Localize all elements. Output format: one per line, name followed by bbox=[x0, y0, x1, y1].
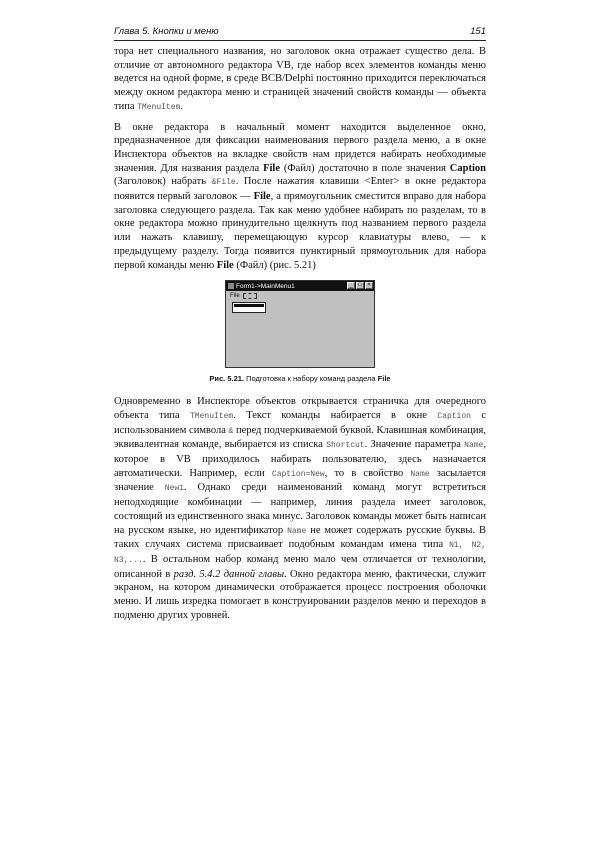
code-run: TMenuItem bbox=[190, 411, 234, 421]
text-run: , то в свойство bbox=[324, 467, 411, 479]
text-run: . Окно редактора меню, фактически, служит экраном, на котором динамически отображается процесс построения оболочки меню. И лишь изредка помогает в конструировании разделов меню и переходов в подменю других уровней. bbox=[114, 568, 486, 621]
text-run: засылается значение bbox=[114, 467, 486, 494]
window-titlebar bbox=[226, 281, 374, 291]
running-header bbox=[114, 26, 486, 41]
text-run: Одновременно в Инспекторе объектов открывается страничка для очередного объекта типа bbox=[114, 396, 486, 421]
code-run: Name bbox=[410, 469, 430, 479]
page-number: 151 bbox=[470, 26, 486, 37]
maximize-icon[interactable]: □ bbox=[356, 282, 364, 289]
paragraph-2 bbox=[114, 121, 486, 273]
code-run: & bbox=[228, 426, 234, 436]
text-run: перед подчеркиваемой буквой. Клавишная комбинация, эквивалентная команде, выбирается из списка bbox=[114, 424, 486, 451]
window-app-icon bbox=[228, 283, 234, 289]
code-run: Name bbox=[464, 441, 484, 451]
bold-run: Caption bbox=[449, 162, 486, 174]
page bbox=[114, 26, 486, 623]
caption-text: Подготовка к набору команд раздела bbox=[244, 374, 378, 384]
bold-run: File bbox=[253, 191, 271, 203]
submenu-dropdown bbox=[232, 302, 266, 313]
menu-bar bbox=[226, 291, 374, 301]
code-run: Name bbox=[287, 526, 307, 536]
text-run: . После нажатия клавиши <Enter> в окне редактора появится первый заголовок — bbox=[114, 176, 487, 203]
caption-label: Рис. 5.21. bbox=[209, 374, 245, 384]
window-title: Form1->MainMenu1 bbox=[236, 282, 295, 290]
text-run: . Текст команды набирается в окне bbox=[233, 409, 438, 421]
chapter-title: Глава 5. Кнопки и меню bbox=[114, 26, 219, 37]
code-run: N1, N2, N3,... bbox=[114, 541, 486, 565]
text-run: . В остальном набор команд меню мало чем отличается от технологии, описанной в bbox=[114, 553, 486, 580]
code-run: New1 bbox=[164, 484, 184, 494]
paragraph-1 bbox=[114, 45, 486, 115]
italic-run: разд. 5.4.2 данной главы bbox=[173, 568, 285, 580]
code-run: &File bbox=[211, 178, 236, 188]
bold-run: File bbox=[263, 162, 280, 174]
code-run: Shortcut bbox=[326, 441, 365, 451]
text-run: , которое в VB приходилось набирать пользователю, здесь назначается автоматически. Например, если bbox=[114, 439, 486, 479]
text-run: . Однако среди наименований команд могут встретиться неподходящие комбинации — например, линия раздела имеет заголовок, состоящий из единственного знака минус. Заголовок команды может быть написан на русском языке, но идентификатор bbox=[114, 482, 486, 536]
minimize-icon[interactable]: _ bbox=[347, 282, 355, 289]
text-run: не может содержать русские буквы. В таких случаях система присваивает подобным командам имена типа bbox=[114, 524, 486, 551]
figure-caption bbox=[209, 374, 390, 383]
close-icon[interactable]: × bbox=[365, 282, 373, 289]
figure-5-21 bbox=[114, 280, 486, 383]
code-run: Caption=New bbox=[271, 469, 325, 479]
text-run: В окне редактора в начальный момент находится выделенное окно, предназначенное для фиксации наименования первого раздела меню, а в окне Инспектора объектов на вкладке свойств нам придется набирать необходимые значения. Для названия раздела bbox=[114, 121, 486, 174]
paragraph-3 bbox=[114, 395, 486, 622]
text-run: . bbox=[180, 100, 183, 112]
text-run: (Заголовок) набрать bbox=[114, 176, 212, 188]
text-run: с использованием символа bbox=[114, 409, 486, 436]
window-controls bbox=[347, 282, 373, 289]
text-run: (Файл) достаточно в поле значения bbox=[280, 162, 450, 174]
code-run: Caption bbox=[437, 411, 471, 421]
submenu-new-item-slot[interactable] bbox=[234, 304, 264, 307]
menu-designer-window bbox=[225, 280, 375, 368]
text-run: , а прямоугольник сместится вправо для набора заголовка следующего раздела. Так как меню удобнее набирать по разделам, то в окне редактора можно принудительно щелкнуть под названием первого раздела или нажать клавишу, перемещающую курсор клавиатуры влево, — к предыдущему разделу. Тогда появится пунктирный прямоугольник для набора первой команды меню bbox=[114, 191, 487, 271]
menu-new-slot[interactable] bbox=[243, 293, 257, 299]
text-run: . Значение параметра bbox=[364, 439, 465, 451]
menu-file[interactable]: File bbox=[230, 293, 240, 300]
code-run: TMenuItem bbox=[137, 102, 181, 112]
text-run: (Файл) (рис. 5.21) bbox=[233, 259, 316, 271]
bold-run: File bbox=[216, 259, 234, 271]
caption-bold: File bbox=[377, 374, 391, 384]
text-run: тора нет специального названия, но заголовок окна отражает существо дела. В отличие от автономного редактора VB, где набор всех элементов команды меню ведется на одной форме, в среде BCB/Delphi постоянно приходится переключаться между окном редактора меню и страницей значений свойств команды — объекта типа bbox=[114, 46, 486, 112]
